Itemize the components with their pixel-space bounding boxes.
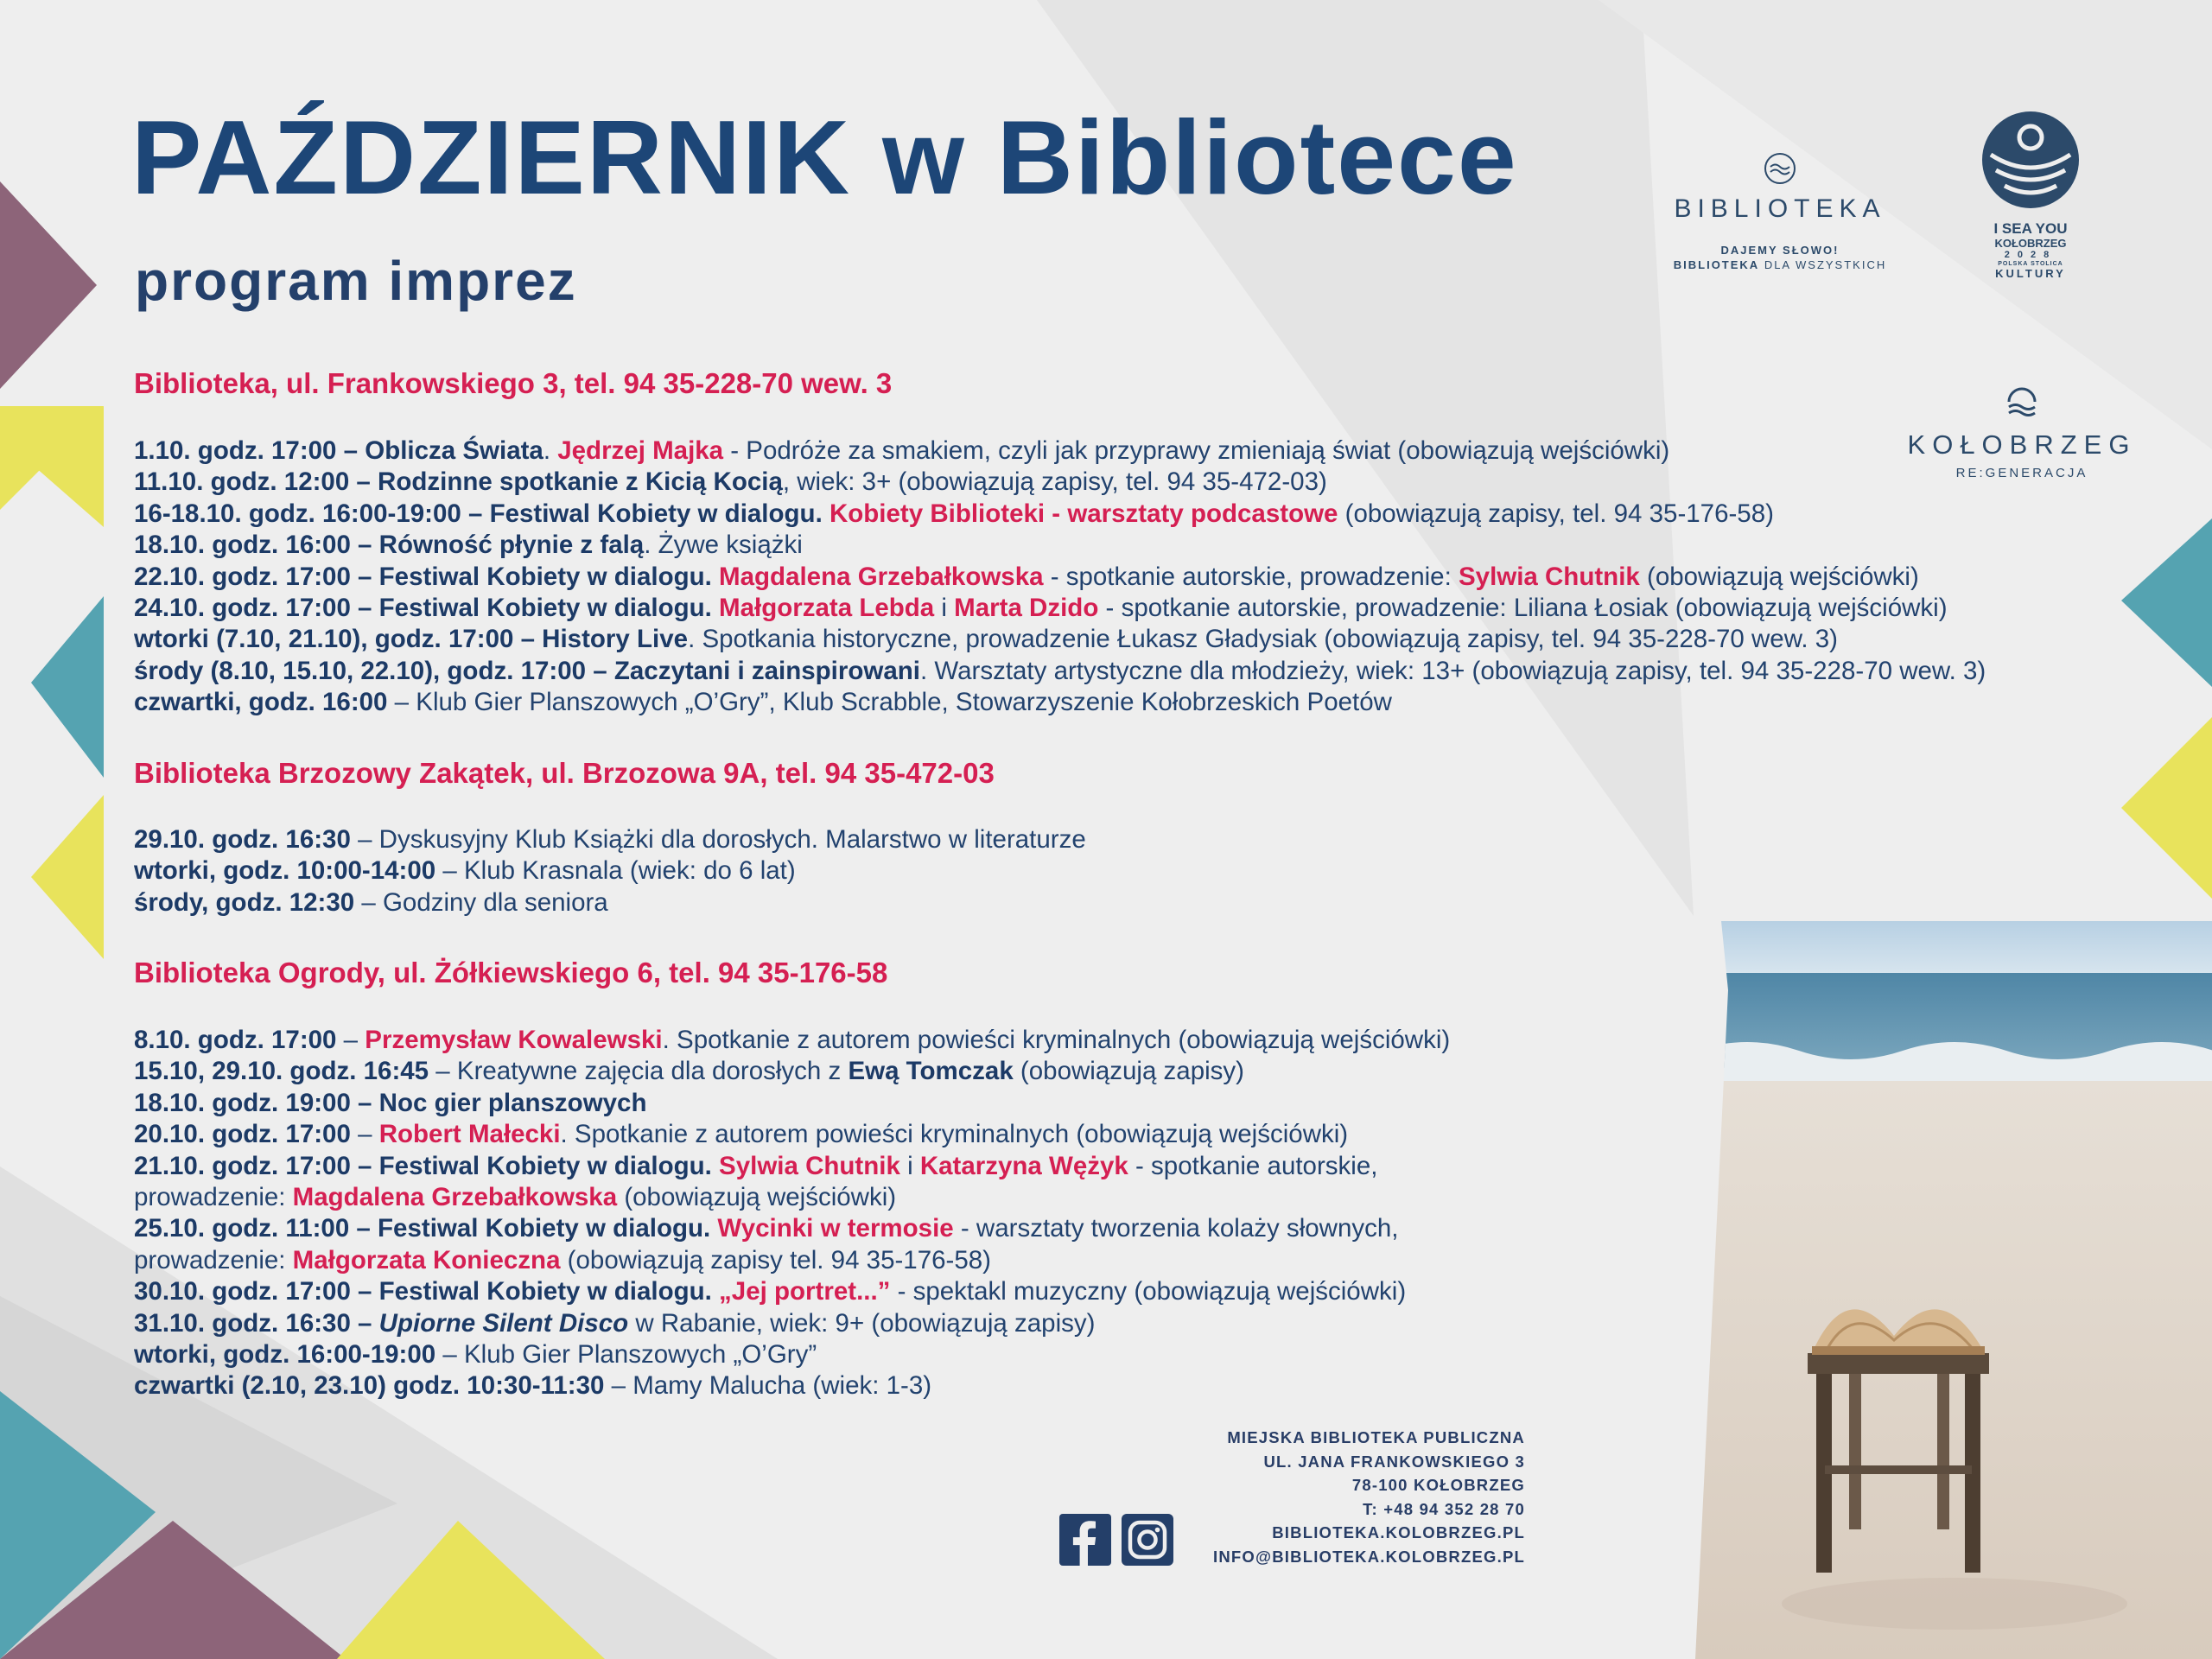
event-text: (obowiązują zapisy tel. 94 35-176-58)	[560, 1245, 991, 1274]
kolobrzeg-logo-sub: RE:GENERACJA	[1955, 466, 2088, 480]
event-bold-text: 25.10. godz. 11:00 – Festiwal Kobiety w dialogu.	[134, 1214, 711, 1243]
event-text: prowadzenie:	[134, 1182, 293, 1211]
event-text: – Kreatywne zajęcia dla dorosłych z	[429, 1057, 849, 1086]
event-bold-text: wtorki, godz. 10:00-14:00	[134, 856, 436, 886]
section-heading-brzozowy-zakatek: Biblioteka Brzozowy Zakątek, ul. Brzozowa 9A, tel. 94 35-472-03	[134, 757, 995, 789]
event-text: . Spotkanie z autorem powieści kryminalnych (obowiązują wejściówki)	[560, 1120, 1349, 1149]
event-text: - spotkanie autorskie, prowadzenie: Liliana Łosiak (obowiązują wejściówki)	[1098, 593, 1948, 622]
triangle-teal-left	[31, 596, 104, 778]
event-line	[134, 624, 2078, 655]
event-text: i	[934, 593, 955, 622]
sun-waves-icon	[2004, 385, 2040, 421]
event-line	[134, 562, 2078, 593]
page-subtitle: program imprez	[135, 250, 577, 312]
event-highlight-text: Marta Dzido	[954, 593, 1099, 622]
event-line	[134, 530, 2078, 561]
event-text: . Warsztaty artystyczne dla młodzieży, wiek: 13+ (obowiązują zapisy, tel. 94 35-228-70 wew. 3)	[919, 656, 1986, 685]
event-highlight-text: Robert Małecki	[378, 1120, 561, 1149]
event-text: - warsztaty tworzenia kolaży słownych,	[953, 1214, 1399, 1243]
event-highlight-text: Sylwia Chutnik	[1458, 562, 1640, 591]
event-text: - Podróże za smakiem, czyli jak przyprawy zmieniają świat (obowiązują wejściówki)	[723, 436, 1670, 465]
event-bold-text: 21.10. godz. 17:00 – Festiwal Kobiety w dialogu.	[134, 1151, 712, 1180]
contact-phone: T: +48 94 352 28 70	[1363, 1499, 1525, 1518]
event-line	[134, 499, 2078, 530]
triangle-yellow-left-3	[31, 795, 104, 959]
contact-website-link[interactable]: BIBLIOTEKA.KOLOBRZEG.PL	[1272, 1523, 1525, 1542]
event-italic-text: Upiorne Silent Disco	[378, 1308, 629, 1338]
isea-line-1: I SEA YOU	[1993, 220, 2068, 237]
triangle-mauve-left	[0, 181, 97, 389]
event-highlight-text: Sylwia Chutnik	[711, 1151, 900, 1180]
biblioteka-tagline-2	[1646, 257, 1914, 272]
event-bold-text: czwartki, godz. 16:00	[134, 688, 388, 717]
event-text: - spotkanie autorskie, prowadzenie:	[1043, 562, 1459, 591]
event-bold-text: wtorki, godz. 16:00-19:00	[134, 1339, 436, 1369]
biblioteka-logo-tagline	[1646, 243, 1914, 272]
event-text: – Godziny dla seniora	[354, 887, 608, 917]
event-text: - spektakl muzyczny (obowiązują wejściówki)	[890, 1277, 1407, 1306]
event-line	[134, 855, 2078, 887]
triangle-yellow-right	[2121, 717, 2212, 899]
event-text: i	[899, 1151, 920, 1180]
event-line	[134, 435, 2078, 467]
biblioteka-tagline-1: DAJEMY SŁOWO!	[1720, 244, 1840, 257]
page-title: PAŹDZIERNIK w Bibliotece	[131, 99, 1518, 216]
instagram-icon[interactable]	[1122, 1514, 1173, 1566]
event-bold-text: 8.10. godz. 17:00	[134, 1026, 337, 1054]
event-bold-text: środy, godz. 12:30	[134, 887, 355, 917]
event-text: (obowiązują wejściówki)	[1639, 562, 1919, 591]
event-text: – Dyskusyjny Klub Książki dla dorosłych. Malarstwo w literaturze	[350, 825, 1086, 854]
biblioteka-tagline-2-rest: DLA WSZYSTKICH	[1759, 258, 1887, 271]
biblioteka-logo-name: BIBLIOTEKA	[1674, 194, 1886, 223]
event-text: , wiek: 3+ (obowiązują zapisy, tel. 94 35-472-03)	[782, 467, 1327, 497]
isea-line-4: POLSKA STOLICA	[1998, 261, 2063, 267]
event-list-brzozowy-zakatek	[134, 824, 2078, 918]
event-bold-text: czwartki (2.10, 23.10) godz. 10:30-11:30	[134, 1371, 605, 1401]
event-bold-text: Ewą Tomczak	[848, 1057, 1014, 1086]
biblioteka-tagline-2-bold: BIBLIOTEKA	[1673, 258, 1760, 271]
contact-email-link[interactable]: INFO@BIBLIOTEKA.KOLOBRZEG.PL	[1213, 1547, 1525, 1566]
contact-street: UL. JANA FRANKOWSKIEGO 3	[1263, 1452, 1525, 1471]
event-bold-text: środy (8.10, 15.10, 22.10), godz. 17:00 – Zaczytani i zainspirowani	[134, 656, 920, 685]
event-text: (obowiązują zapisy, tel. 94 35-176-58)	[1338, 499, 1774, 528]
event-line	[134, 467, 2078, 498]
event-highlight-text: Małgorzata Lebda	[711, 593, 935, 622]
event-text: . Żywe książki	[644, 531, 803, 560]
event-text: - spotkanie autorskie,	[1128, 1151, 1378, 1180]
isea-line-5: KULTURY	[1995, 267, 2066, 280]
event-highlight-text: Magdalena Grzebałkowska	[292, 1182, 618, 1211]
waves-book-icon	[1763, 151, 1797, 186]
event-text: prowadzenie:	[134, 1245, 293, 1274]
event-bold-text: 11.10. godz. 12:00 – Rodzinne spotkanie z Kicią Kocią	[134, 467, 783, 497]
event-bold-text: 31.10. godz. 16:30 –	[134, 1308, 379, 1338]
event-text: – Klub Gier Planszowych „O’Gry”	[435, 1339, 817, 1369]
event-bold-text: 1.10. godz. 17:00 – Oblicza Świata	[134, 436, 543, 465]
event-line	[134, 887, 2078, 918]
isea-line-2: KOŁOBRZEG	[1994, 237, 2067, 250]
event-bold-text: 29.10. godz. 16:30	[134, 825, 351, 854]
event-list-frankowskiego	[134, 435, 2078, 719]
isea-line-3: 2028	[2004, 250, 2057, 260]
event-bold-text: 22.10. godz. 17:00 – Festiwal Kobiety w dialogu.	[134, 562, 712, 591]
contact-city: 78-100 KOŁOBRZEG	[1351, 1476, 1525, 1495]
event-text: w Rabanie, wiek: 9+ (obowiązują zapisy)	[628, 1308, 1096, 1338]
event-bold-text: 15.10, 29.10. godz. 16:45	[134, 1057, 429, 1086]
event-text: – Klub Krasnala (wiek: do 6 lat)	[435, 856, 796, 886]
event-highlight-text: Kobiety Biblioteki - warsztaty podcastowe	[822, 499, 1338, 528]
event-text: (obowiązują wejściówki)	[617, 1182, 897, 1211]
event-bold-text: 20.10. godz. 17:00	[134, 1120, 351, 1149]
event-bold-text: wtorki (7.10, 21.10), godz. 17:00 – History Live	[134, 625, 689, 654]
isea-you-logo	[1961, 108, 2100, 280]
beach-stool-book-photo	[1695, 921, 2212, 1659]
event-bold-text: 16-18.10. godz. 16:00-19:00 – Festiwal Kobiety w dialogu.	[134, 499, 823, 528]
event-text: . Spotkanie z autorem powieści kryminalnych (obowiązują wejściówki)	[662, 1026, 1451, 1054]
event-text: – Mamy Malucha (wiek: 1-3)	[604, 1371, 932, 1401]
event-text: (obowiązują zapisy)	[1013, 1057, 1244, 1086]
kolobrzeg-logo-name: KOŁOBRZEG	[1907, 429, 2137, 460]
event-text: –	[350, 1120, 379, 1149]
event-bold-text: 30.10. godz. 17:00 – Festiwal Kobiety w dialogu.	[134, 1277, 712, 1306]
event-line	[134, 687, 2078, 718]
event-text: –	[336, 1026, 365, 1054]
event-highlight-text: Wycinki w termosie	[710, 1214, 954, 1243]
event-text: .	[543, 436, 551, 465]
contact-org: MIEJSKA BIBLIOTEKA PUBLICZNA	[1227, 1428, 1525, 1446]
facebook-icon[interactable]	[1059, 1514, 1111, 1566]
event-bold-text: 24.10. godz. 17:00 – Festiwal Kobiety w dialogu.	[134, 593, 712, 622]
event-line	[134, 824, 2078, 855]
event-line	[134, 656, 2078, 687]
event-highlight-text: Małgorzata Konieczna	[292, 1245, 561, 1274]
event-bold-text: 18.10. godz. 16:00 – Równość płynie z falą	[134, 531, 645, 560]
event-highlight-text: Katarzyna Wężyk	[919, 1151, 1128, 1180]
event-text: – Klub Gier Planszowych „O’Gry”, Klub Scrabble, Stowarzyszenie Kołobrzeskich Poetów	[387, 688, 1392, 717]
event-highlight-text: Przemysław Kowalewski	[365, 1026, 663, 1054]
event-bold-text: 18.10. godz. 19:00 – Noc gier planszowych	[134, 1088, 647, 1117]
event-line	[134, 593, 2078, 624]
event-text: . Spotkania historyczne, prowadzenie Łukasz Gładysiak (obowiązują zapisy, tel. 94 35-228-70 wew. 3)	[688, 625, 1839, 654]
event-highlight-text: Jędrzej Majka	[550, 436, 724, 465]
section-heading-ogrody: Biblioteka Ogrody, ul. Żółkiewskiego 6, tel. 94 35-176-58	[134, 957, 888, 988]
event-highlight-text: Magdalena Grzebałkowska	[711, 562, 1044, 591]
event-highlight-text: „Jej portret...”	[711, 1277, 891, 1306]
biblioteka-logo	[1646, 151, 1914, 298]
triangle-teal-right	[2121, 518, 2212, 687]
contact-block	[1213, 1426, 1525, 1569]
person-waves-circle-icon	[1980, 110, 2081, 210]
section-heading-frankowskiego: Biblioteka, ul. Frankowskiego 3, tel. 94 35-228-70 wew. 3	[134, 367, 893, 399]
